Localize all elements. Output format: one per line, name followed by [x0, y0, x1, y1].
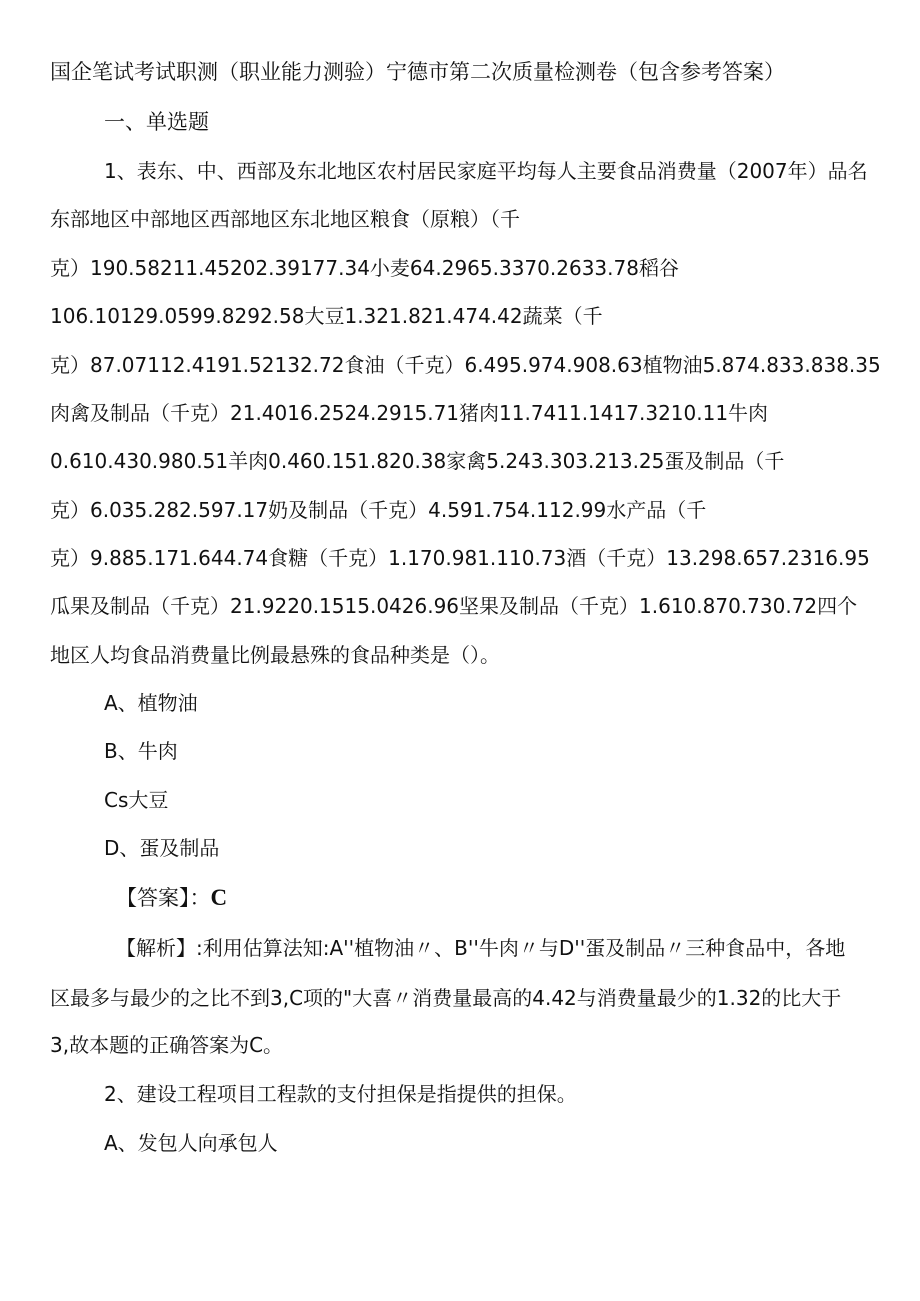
question-1-stem-line: 克）9.885.171.644.74食糖（千克）1.170.981.110.73酒（千克）13.298.657.2316.95	[50, 546, 870, 570]
section-heading: 一、单选题	[104, 110, 209, 134]
question-1-option-c: Cs大豆	[104, 788, 169, 812]
question-1-stem-line: 东部地区中部地区西部地区东北地区粮食（原粮）（千	[50, 207, 520, 231]
question-2-option-a: A、发包人向承包人	[104, 1131, 278, 1155]
answer-label: 【答案】：	[116, 886, 211, 910]
question-1-analysis-line: 区最多与最少的之比不到3,C项的"大喜〃消费量最高的4.42与消费量最少的1.32的比大于	[50, 986, 842, 1010]
question-1-option-b: B、牛肉	[104, 739, 178, 763]
question-1-stem-line: 克）87.07112.4191.52132.72食油（千克）6.495.974.908.63植物油5.874.833.838.35	[50, 353, 881, 377]
question-1-analysis-line: 3,故本题的正确答案为C。	[50, 1033, 284, 1057]
question-1-answer	[116, 884, 920, 912]
question-1-stem-line: 0.610.430.980.51羊肉0.460.151.820.38家禽5.243.303.213.25蛋及制品（千	[50, 449, 785, 473]
question-1-stem-line: 1、表东、中、西部及东北地区农村居民家庭平均每人主要食品消费量（2007年）品名	[104, 159, 868, 183]
question-1-stem-line: 106.10129.0599.8292.58大豆1.321.821.474.42蔬菜（千	[50, 304, 603, 328]
document-title: 国企笔试考试职测（职业能力测验）宁德市第二次质量检测卷（包含参考答案）	[50, 60, 785, 84]
question-1-analysis-line: 【解析】:利用估算法知:A''植物油〃、B''牛肉〃与D''蛋及制品〃三种食品中，各地	[116, 936, 846, 960]
question-1-stem-line: 地区人均食品消费量比例最悬殊的食品种类是（）。	[50, 643, 500, 667]
question-1-stem-line: 克）6.035.282.597.17奶及制品（千克）4.591.754.112.99水产品（千	[50, 498, 707, 522]
question-2-stem: 2、建设工程项目工程款的支付担保是指提供的担保。	[104, 1082, 577, 1106]
question-1-stem-line: 克）190.58211.45202.39177.34小麦64.2965.3370.2633.78稻谷	[50, 256, 679, 280]
question-1-stem-line: 瓜果及制品（千克）21.9220.1515.0426.96坚果及制品（千克）1.610.870.730.72四个	[50, 594, 858, 618]
question-1-option-a: A、植物油	[104, 691, 198, 715]
question-1-option-d: D、蛋及制品	[104, 836, 220, 860]
question-1-stem-line: 肉禽及制品（千克）21.4016.2524.2915.71猪肉11.7411.1417.3210.11牛肉	[50, 401, 769, 425]
answer-value: C	[210, 885, 228, 910]
